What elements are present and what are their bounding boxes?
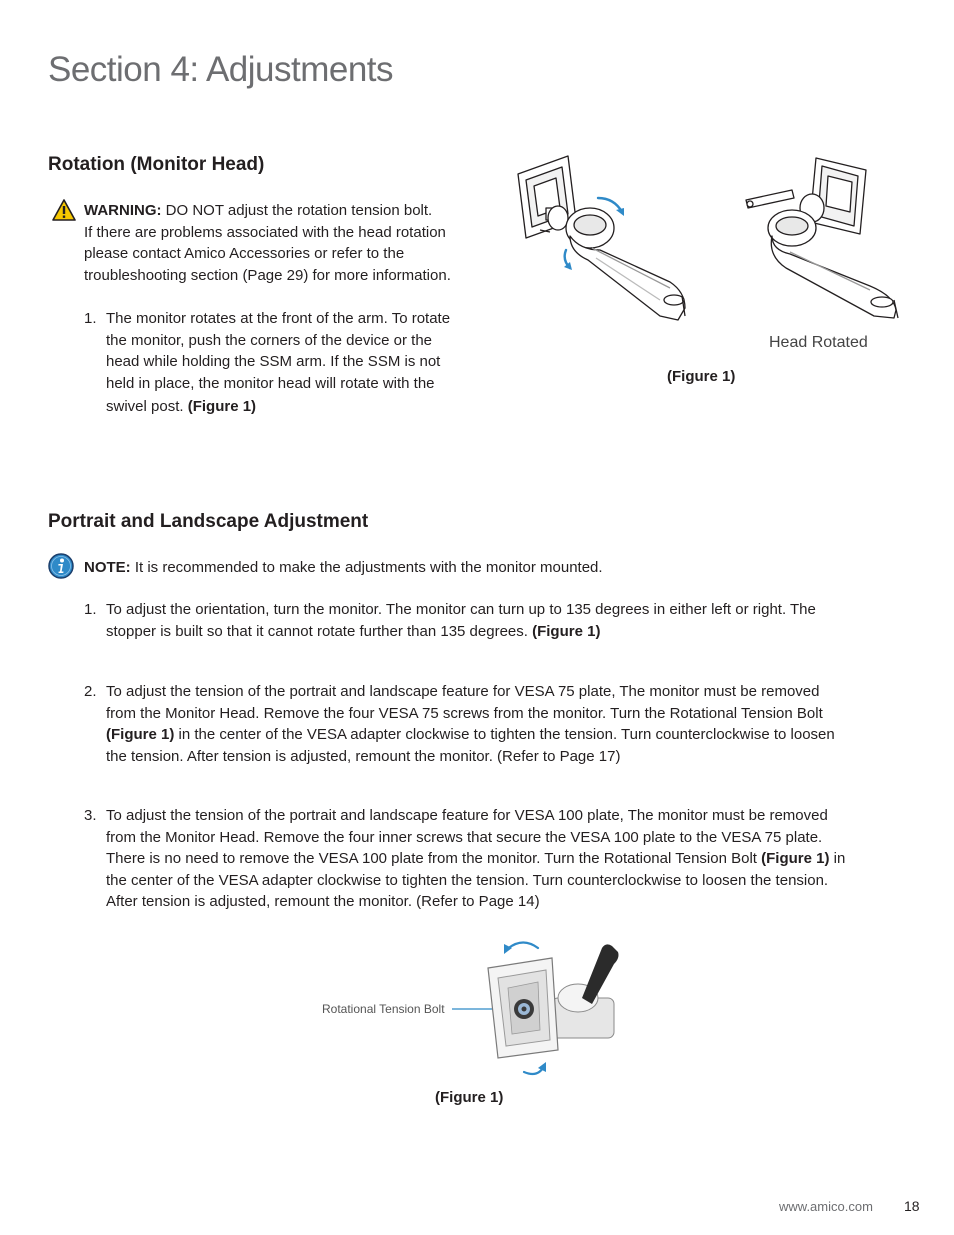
warning-line-2: please contact Amico Accessories or refer to the [84,245,405,263]
vesa-figure-caption: (Figure 1) [435,1089,504,1106]
warning-text: DO NOT adjust the rotation tension bolt. [165,202,433,219]
figure-ref: (Figure 1) [106,726,175,744]
step-number: 1. [84,310,97,327]
figure-ref: (Figure 1) [532,622,601,640]
portrait-step-2 [84,681,914,767]
step-line: head while holding the SSM arm. If the SSM is not [106,353,441,371]
rotation-figure-caption: (Figure 1) [667,368,736,385]
arm-body [552,984,614,1038]
warning-line-1: If there are problems associated with the head rotation [84,223,446,241]
step-number: 1. [84,601,97,618]
step-line: To adjust the tension of the portrait and landscape feature for VESA 75 plate, The monitor must be removed [106,683,820,700]
rotation-figure [510,150,910,330]
step-line: There is no need to remove the VESA 100 plate from the monitor. Turn the Rotational Tension Bolt (Figure 1) in [106,850,846,868]
lever-handle [582,944,619,1004]
portrait-step-3 [84,805,914,913]
step-line: stopper is built so that it cannot rotate further than 135 degrees. (Figure 1) [106,622,601,640]
step-number: 2. [84,683,97,700]
portrait-step-1 [84,599,914,642]
bolt-label: Rotational Tension Bolt [322,1002,445,1016]
head-rotated-label: Head Rotated [769,334,868,351]
warning-block [84,200,494,286]
step-line: from the Monitor Head. Remove the four VESA 75 screws from the monitor. Turn the Rotational Tension Bolt [106,704,823,722]
rotation-step-1 [84,308,494,418]
step-number: 3. [84,807,97,824]
step-line: the monitor, push the corners of the device or the [106,331,433,349]
vesa-plate [488,958,558,1058]
figure-ref: (Figure 1) [761,850,830,868]
figure-ref: (Figure 1) [187,398,257,416]
step-line: held in place, the monitor head will rotate with the [106,374,435,392]
page-number: 18 [904,1198,920,1214]
warning-icon [52,199,76,221]
note-block [84,557,904,579]
step-line: After tension is adjusted, remount the monitor. (Refer to Page 14) [106,893,540,911]
page-title: Section 4: Adjustments [48,50,394,89]
portrait-heading: Portrait and Landscape Adjustment [48,511,369,532]
step-line: To adjust the orientation, turn the monitor. The monitor can turn up to 135 degrees in either left or right. The [106,601,816,618]
step-line: the center of the VESA adapter clockwise to tighten the tension. Turn counterclockwise to loosen the tension. [106,871,829,889]
info-icon [48,553,74,579]
warning-line-0 [84,200,494,222]
rotation-heading: Rotation (Monitor Head) [48,154,265,175]
warning-label: WARNING: [84,202,162,219]
warning-line-3: troubleshooting section (Page 29) for more information. [84,266,451,284]
step-line: swivel post. (Figure 1) [106,398,257,416]
step-line: the tension. After tension is adjusted, remount the monitor. (Refer to Page 17) [106,747,621,765]
note-label: NOTE: [84,559,131,576]
step-line: from the Monitor Head. Remove the four inner screws that secure the VESA 100 plate to the VESA 75 plate. [106,828,823,846]
monitor-arm-illustration [518,156,685,320]
rotated-arm-illustration [746,158,898,318]
note-text: It is recommended to make the adjustments with the monitor mounted. [134,559,603,576]
step-line: To adjust the tension of the portrait and landscape feature for VESA 100 plate, The monitor must be removed [106,807,828,824]
footer-url[interactable]: www.amico.com [779,1199,873,1214]
vesa-figure [452,934,632,1082]
step-line: The monitor rotates at the front of the arm. To rotate [106,310,451,327]
step-line: (Figure 1) in the center of the VESA adapter clockwise to tighten the tension. Turn counterclockwise to loosen [106,726,835,744]
